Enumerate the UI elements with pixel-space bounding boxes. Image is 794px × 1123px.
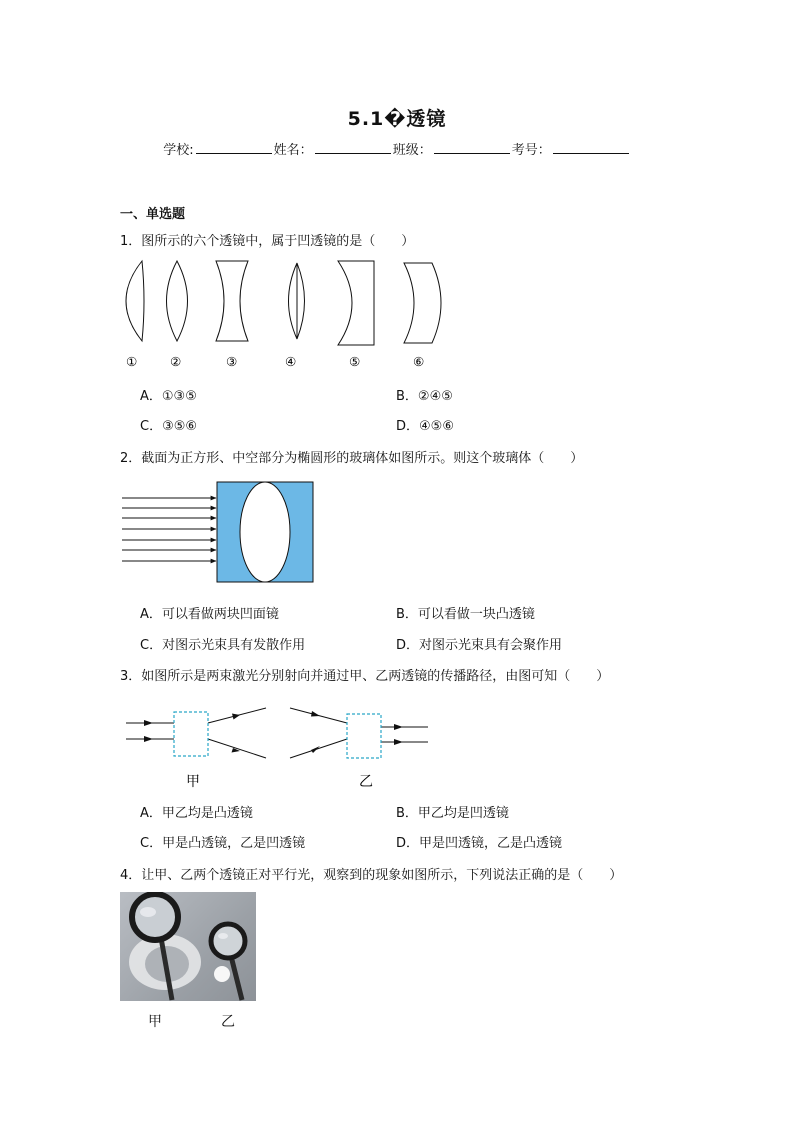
q2-option-a[interactable]: A．可以看做两块凹面镜 xyxy=(140,607,279,622)
school-blank[interactable] xyxy=(196,141,272,154)
q3-option-a[interactable]: A．甲乙均是凸透镜 xyxy=(140,806,253,821)
lens-label-6: ⑥ xyxy=(413,354,425,369)
lens-1-shape xyxy=(126,261,144,341)
q4-label-jia: 甲 xyxy=(148,1014,162,1030)
lens-jia-box xyxy=(174,712,208,756)
q2-glass-figure xyxy=(118,478,318,586)
lens-label-4: ④ xyxy=(285,354,297,369)
q1-option-c[interactable]: C．③⑤⑥ xyxy=(140,419,198,434)
q4-stem: 4．让甲、乙两个透镜正对平行光，观察到的现象如图所示，下列说法正确的是（ ） xyxy=(120,868,623,883)
q4-label-yi: 乙 xyxy=(221,1014,235,1030)
label-yi: 乙 xyxy=(359,774,373,790)
name-label: 姓名： xyxy=(273,143,313,158)
label-jia: 甲 xyxy=(186,774,200,790)
lens-5-shape xyxy=(338,261,374,345)
q4-magnifier-photo xyxy=(120,892,256,1001)
q1-lens-figure xyxy=(112,255,462,370)
exam-no-label: 考号： xyxy=(511,143,551,158)
lens-label-1: ① xyxy=(126,354,138,369)
name-blank[interactable] xyxy=(315,141,391,154)
lens-yi-box xyxy=(347,714,381,758)
q3-option-b[interactable]: B．甲乙均是凹透镜 xyxy=(396,806,509,821)
class-blank[interactable] xyxy=(434,141,510,154)
lens-label-2: ② xyxy=(170,354,182,369)
q3-stem: 3．如图所示是两束激光分别射向并通过甲、乙两透镜的传播路径，由图可知（ ） xyxy=(120,669,610,684)
school-label: 学校: xyxy=(163,143,194,158)
page-title: 5.1�透镜 xyxy=(347,108,447,130)
q1-option-b[interactable]: B．②④⑤ xyxy=(396,389,453,404)
lens-3-shape xyxy=(216,261,248,341)
q1-option-a[interactable]: A．①③⑤ xyxy=(140,389,197,404)
q2-option-d[interactable]: D．对图示光束具有会聚作用 xyxy=(396,638,563,653)
hollow-ellipse xyxy=(240,482,290,582)
q3-laser-figure xyxy=(120,700,440,795)
class-label: 班级： xyxy=(392,143,432,158)
lens-6-shape xyxy=(404,263,441,343)
q1-stem: 1．图所示的六个透镜中，属于凹透镜的是（ ） xyxy=(120,234,415,249)
student-info-line xyxy=(0,139,794,158)
q2-option-b[interactable]: B．可以看做一块凸透镜 xyxy=(396,607,535,622)
exam-no-blank[interactable] xyxy=(553,141,629,154)
section-heading: 一、单选题 xyxy=(120,207,186,222)
lens-label-5: ⑤ xyxy=(349,354,361,369)
q3-option-c[interactable]: C．甲是凸透镜，乙是凹透镜 xyxy=(140,836,306,851)
lens-2-shape xyxy=(167,261,188,341)
q2-stem: 2．截面为正方形、中空部分为椭圆形的玻璃体如图所示。则这个玻璃体（ ） xyxy=(120,451,584,466)
parallel-rays xyxy=(122,498,216,561)
q3-option-d[interactable]: D．甲是凹透镜，乙是凸透镜 xyxy=(396,836,563,851)
q2-option-c[interactable]: C．对图示光束具有发散作用 xyxy=(140,638,306,653)
lens-4-shape xyxy=(289,263,298,339)
magnifier-illustration xyxy=(120,892,256,1001)
q1-option-d[interactable]: D．④⑤⑥ xyxy=(396,419,454,434)
lens-4-shape-b xyxy=(297,263,305,339)
lens-label-3: ③ xyxy=(226,354,238,369)
